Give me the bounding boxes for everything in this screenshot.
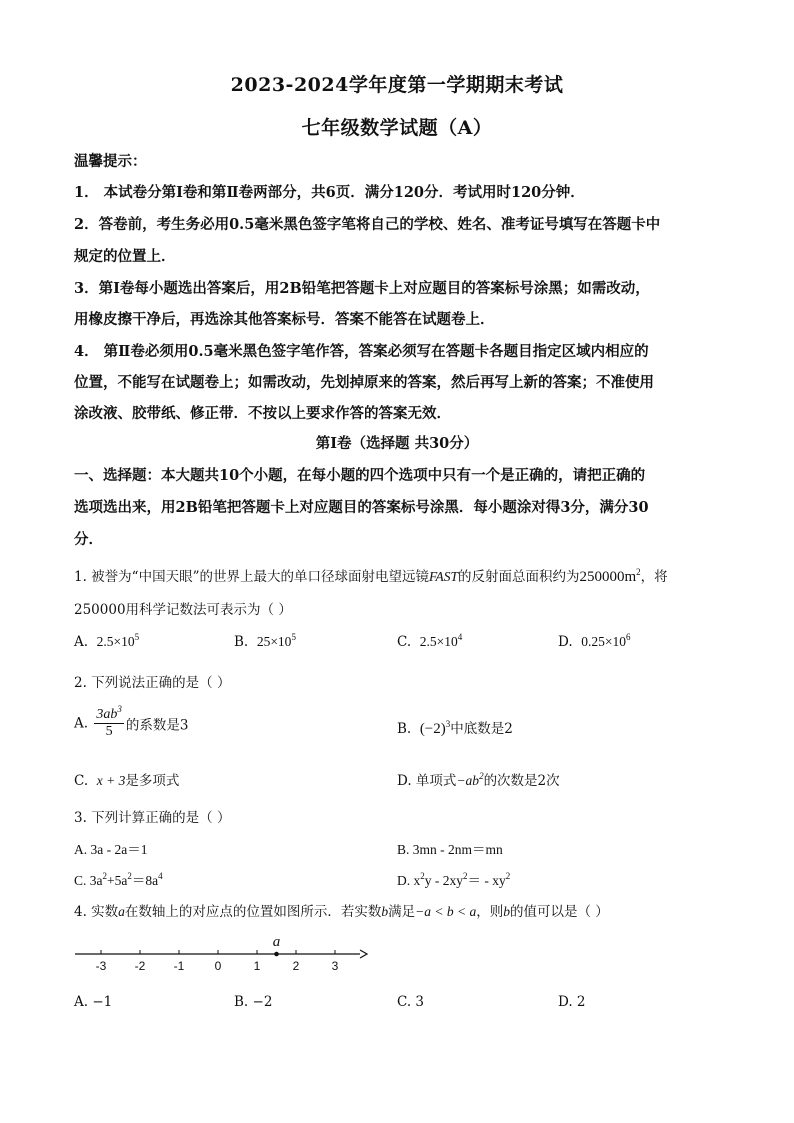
q4-option-b[interactable]: B. −2 <box>234 994 273 1010</box>
question-1-stem: 1. 被誉为“中国天眼”的世界上最大的单口径球面射电望远镜FAST的反射面总面积约为$250000m^2$，将 <box>74 567 668 585</box>
q3-option-a[interactable]: A. 3a - 2a＝1 <box>74 842 148 857</box>
tip-1: 1． 本试卷分第Ⅰ卷和第Ⅱ卷两部分，共6页．满分120分．考试用时120分钟． <box>74 184 585 201</box>
number-line-tick-label: 1 <box>253 959 261 973</box>
q3-option-d[interactable]: D. $x^2y - 2xy^2= - xy^2$ <box>397 871 511 888</box>
point-a-label: a <box>272 934 281 950</box>
tip-3-line-2: 用橡皮擦干净后，再选涂其他答案标号．答案不能答在试题卷上． <box>74 311 495 328</box>
question-1-stem-2: 250000用科学记数法可表示为（ ） <box>74 602 292 618</box>
q2-option-d[interactable]: D. 单项式$-ab^2$的次数是2次 <box>397 771 560 789</box>
question-4-stem: 4. 实数a在数轴上的对应点的位置如图所示．若实数b满足−a < b < a，则b的值可以是（ ） <box>74 904 609 920</box>
number-line-tick-label: 0 <box>214 959 222 973</box>
tip-4-line-1: 4． 第Ⅱ卷必须用0.5毫米黑色签字笔作答，答案必须写在答题卡各题目指定区域内相应的 <box>74 343 649 360</box>
section-intro-1: 一、选择题：本大题共10个小题，在每小题的四个选项中只有一个是正确的，请把正确的 <box>74 467 646 484</box>
section-intro-2: 选项选出来，用2B铅笔把答题卡上对应题目的答案标号涂黑．每小题涂对得3分，满分30 <box>74 499 649 516</box>
q2-a-fraction: $\frac{3ab^3}{5}$ <box>96 704 122 739</box>
q1-option-b[interactable]: B. $25\times 10^5$ <box>234 632 296 650</box>
q1-option-c[interactable]: C. $2.5\times 10^4$ <box>397 632 463 650</box>
q2-option-c[interactable]: C. x + 3是多项式 <box>74 773 180 789</box>
number-line-tick-label: -3 <box>95 959 107 973</box>
q1-option-a[interactable]: A. $2.5\times 10^5$ <box>74 632 140 650</box>
q1-option-d[interactable]: D. $0.25\times 10^6$ <box>558 632 631 650</box>
tip-2-line-2: 规定的位置上． <box>74 248 176 265</box>
exam-subtitle: 七年级数学试题（A） <box>301 117 493 139</box>
section-intro-3: 分． <box>74 531 103 548</box>
q3-option-c[interactable]: C. $3a^2+5a^2=8a^4$ <box>74 871 163 888</box>
q2-option-a[interactable]: A. $\frac{3ab^3}{5}$ 的系数是3 <box>74 704 189 739</box>
number-line-arrow <box>360 950 367 958</box>
tip-3-line-1: 3．第Ⅰ卷每小题选出答案后，用2B铅笔把答题卡上对应题目的答案标号涂黑；如需改动， <box>74 280 650 297</box>
question-2-stem: 2. 下列说法正确的是（ ） <box>74 675 231 691</box>
q4-option-a[interactable]: A. −1 <box>74 994 113 1010</box>
tips-heading: 温馨提示： <box>74 153 147 170</box>
section-heading: 第Ⅰ卷（选择题 共30分） <box>315 435 479 452</box>
q3-option-b[interactable]: B. 3mn - 2nm＝mn <box>397 842 503 857</box>
number-line-figure <box>70 928 370 978</box>
point-a-marker <box>274 952 279 957</box>
q4-option-c[interactable]: C. 3 <box>397 994 425 1010</box>
number-line-tick-label: -2 <box>134 959 146 973</box>
number-line-tick-label: 2 <box>292 959 300 973</box>
tip-2-line-1: 2．答卷前，考生务必用0.5毫米黑色签字笔将自己的学校、姓名、准考证号填写在答题卡中 <box>74 216 661 233</box>
exam-title: 2023-2024学年度第一学期期末考试 <box>230 74 564 96</box>
q4-option-d[interactable]: D. 2 <box>558 994 586 1010</box>
number-line-tick-label: -1 <box>173 959 185 973</box>
q2-option-b[interactable]: B. $(-2)^3$中底数是2 <box>397 719 513 737</box>
tip-4-line-3: 涂改液、胶带纸、修正带．不按以上要求作答的答案无效． <box>74 405 451 422</box>
number-line-tick-label: 3 <box>331 959 339 973</box>
question-3-stem: 3. 下列计算正确的是（ ） <box>74 810 231 826</box>
tip-4-line-2: 位置，不能写在试题卷上；如需改动，先划掉原来的答案，然后再写上新的答案；不准使用 <box>74 374 654 391</box>
